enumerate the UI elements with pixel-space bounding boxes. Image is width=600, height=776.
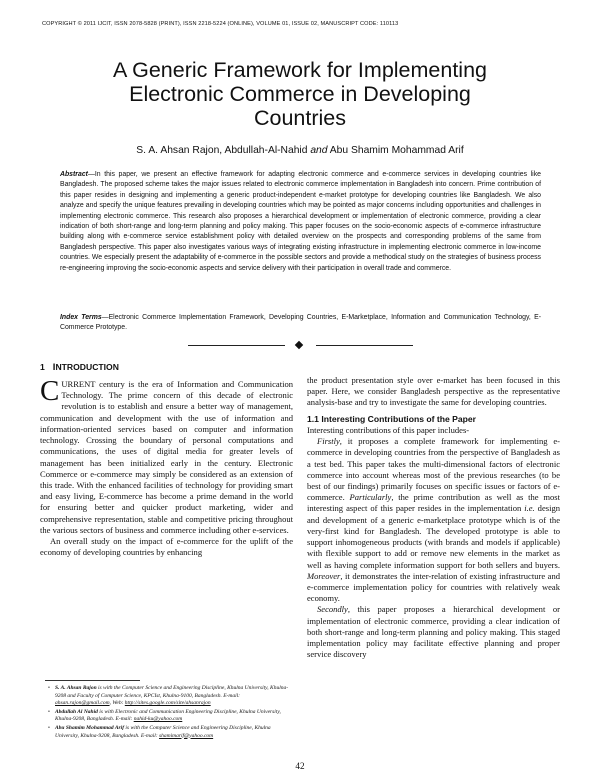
paper-title — [40, 58, 560, 130]
footnote-rule — [45, 680, 140, 681]
footnote-text: , Web: — [109, 700, 125, 707]
footnote-item — [48, 725, 293, 740]
footnote-web-link[interactable]: http://sites.google.com/site/ahsanrajon — [124, 700, 211, 707]
left-column — [40, 375, 293, 559]
authors-part-1: S. A. Ahsan Rajon, Abdullah-Al-Nahid — [136, 145, 311, 156]
footnote-text: is with the Computer Science and Engineering Discipline, Khulna University, Khulna-9208, Bangladesh. E-mail: — [55, 724, 271, 739]
intro-text-1: century is the era of Information and Communication Technology. The prime concern of this decade of electronic revolution is to establish and ensure a better way of management, communication and development with the use of information and information-oriented services based on computer and information technology. Crossing the boundary of personal computations and communications, the uses of digital media for greater levels of management has been initialized early in the century. Electronic Commerce or e-commerce may simply be considered as an extension of this trade. With the enhanced facilities of technology for providing smart and easy living, E-commerce has become a prime demand in the world for ensuring better and quicker product marketing, wider and comprehensive representation, stable and competitive pricing throughout the various sectors of business and commerce including other e-services. — [40, 379, 293, 535]
section-divider — [188, 341, 413, 351]
secondly-label: Secondly — [317, 604, 348, 615]
intro-paragraph-1 — [40, 375, 293, 536]
author-list — [40, 145, 560, 156]
authors-and: and — [310, 145, 328, 156]
contributions-intro: Interesting contributions of this paper includes- — [307, 424, 470, 435]
index-terms — [60, 313, 541, 334]
firstly-label: Firstly — [317, 436, 340, 447]
contrib-text-d: , it demonstrates the inter-relation of existing infrastructure and e-commerce implementation policy for countries with relatively weak economy. — [307, 570, 560, 604]
footnote-author-name: S. A. Ahsan Rajon — [55, 685, 97, 691]
footnote-author-name: Abdullah Al Nahid — [55, 708, 98, 715]
footnote-item — [48, 709, 293, 724]
author-footnotes — [48, 685, 293, 741]
drop-cap: C — [40, 375, 60, 407]
copyright-header: COPYRIGHT © 2011 IJCIT, ISSN 2078-5828 (PRINT), ISSN 2218-5224 (ONLINE), VOLUME 01, ISSUE 02, MANUSCRIPT CODE: 110113 — [42, 21, 399, 27]
footnote-author-name: Abu Shamim Mohammad Arif — [55, 724, 125, 731]
index-terms-text: —Electronic Commerce Implementation Framework, Developing Countries, E-Marketplace, Information and Communication Technology, E-Commerce Prototype. — [60, 314, 541, 332]
intro-lead-caps: URRENT — [61, 379, 96, 389]
intro-paragraph-2: An overall study on the impact of e-commerce for the uplift of the economy of developing countries by enhancing — [40, 536, 293, 558]
authors-part-2: Abu Shamim Mohammad Arif — [327, 145, 464, 156]
moreover-label: Moreover — [307, 570, 341, 581]
footnote-text: is with the Computer Science and Engineering Discipline, Khulna University, Khulna-9208 and Faculty of Computer Science, KPCIst, Khulna-9100, Bangladesh. E-mail: — [55, 685, 289, 699]
right-column — [307, 375, 560, 660]
particularly-label: Particularly — [349, 492, 392, 503]
abstract-label: Abstract — [60, 171, 88, 178]
subsection-heading-contributions: 1.1 Interesting Contributions of the Paper — [307, 413, 477, 424]
footnote-email-link[interactable]: shamimarif@yahoo.com — [159, 732, 214, 739]
abstract — [60, 170, 541, 274]
diamond-icon — [295, 341, 303, 349]
contrib-text-a: , it proposes a complete framework for implementing e-commerce in developing countries from the perspective of Bangladesh as a test bed. This paper takes the multi-dimensional factors of electronic commerce into account whereas most of the previous researches (to be best of our findings) primarily focuses on specific issues or factors of e-commerce. — [307, 436, 560, 503]
contrib-text-b: , the prime contribution as well as the most interesting aspect of this paper resides in the implementation — [307, 492, 560, 514]
divider-line-right — [316, 345, 413, 346]
section-title-rest: NTRODUCTION — [55, 362, 119, 372]
contrib-text-second: , this paper proposes a hierarchical development or implementation of electronic commerce, providing a clear indication of both short-range and long-term planning and policy making. This staged implementation policy may facilitate effective planning and proper service discovery — [307, 604, 560, 660]
footnote-email-link[interactable]: ahsan.rajon@gmail.com — [55, 700, 110, 707]
divider-line-left — [188, 345, 285, 346]
ie-label: i.e. — [524, 503, 535, 514]
title-line-1: A Generic Framework for Implementing — [113, 58, 487, 82]
contributions-paragraph-1 — [307, 436, 560, 604]
section-number: 1 — [40, 362, 45, 372]
contributions-paragraph-2 — [307, 604, 560, 660]
section-heading-introduction — [40, 362, 119, 373]
section-title-initial: I — [52, 362, 56, 373]
abstract-text: —In this paper, we present an effective framework for adapting electronic commerce and e-commerce services in developing countries like Bangladesh. The proposed scheme takes the major issues related to electronic commerce implementation in Bangladesh into concern. Prime contribution of this paper resides in designing and implementing a generic product-independent e-market prototype for developing countries like Bangladesh. We also analyze and specify the unique features prevailing in developing countries which may be pointed as major concerns including opportunities and challenges in implementing electronic commerce. This research also proposes a hierarchical development or implementation of electronic commerce, providing a clear indication of both short-range and long-term planning and policy making. This paper focuses on the socio-economic aspects of e-commerce infrastructure building along with e-commerce service establishment policy with detailed overview on the prospects and corresponding problems of the same from Bangladesh perspective. This paper also investigates various ways of integrating existing infrastructure in implementing electronic commerce in low-income countries. We especially present the adaptability of e-commerce in the possible sectors and provide a methodical study on the strategies of business process re-engineering improving the socio-economic aspects and service delivery with their participation in overall trade and commerce. — [60, 171, 541, 272]
page-number: 42 — [295, 761, 305, 771]
footnote-text: is with Electronic and Communication Engineering Discipline, Khulna University, Khulna-9208, Bangladesh. E-mail: — [55, 708, 281, 723]
intro-paragraph-2-continued: the product presentation style over e-market has been focused in this paper. Here, we consider Bangladesh perspective as the representative analysis-base and try to investigate the same for developing countries. — [307, 375, 560, 408]
footnote-email-link[interactable]: nahid-ku@yahoo.com — [133, 716, 183, 723]
index-terms-label: Index Terms — [60, 314, 102, 321]
contrib-text-c: design and development of a generic e-marketplace prototype which is of the very-first kind for Bangladesh. The developed prototype is able to support inhomogeneous products (with brands and models if applicable) with flexible support to add or remove new elements in the market as well as having complete information support for both sellers and buyers. — [307, 503, 560, 570]
title-line-2: Electronic Commerce in Developing — [129, 82, 471, 106]
footnote-item — [48, 685, 293, 708]
title-line-3: Countries — [253, 106, 346, 130]
